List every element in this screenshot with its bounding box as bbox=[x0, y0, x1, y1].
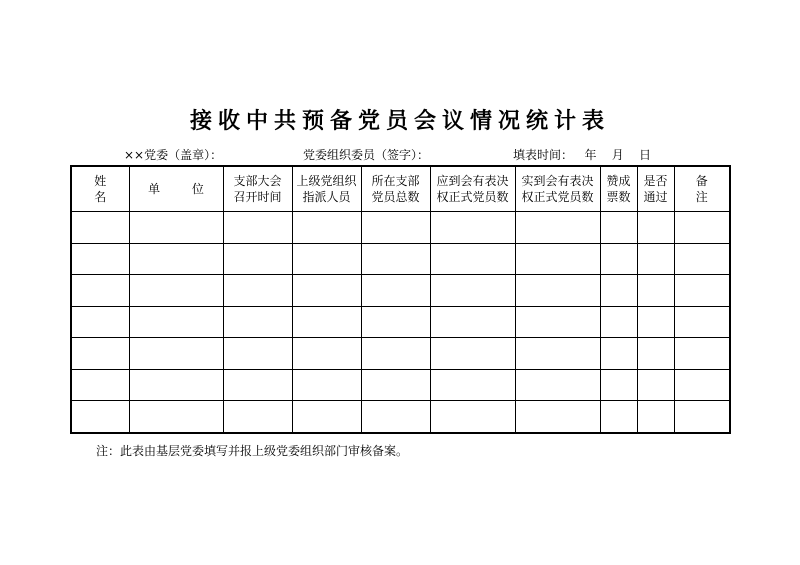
col-appointed-staff bbox=[292, 166, 361, 212]
table-cell[interactable] bbox=[361, 369, 430, 401]
col-passed-label: 是否 通过 bbox=[643, 174, 668, 204]
table-cell[interactable] bbox=[430, 401, 515, 433]
form-title: 接收中共预备党员会议情况统计表 bbox=[189, 109, 610, 134]
col-total-members bbox=[361, 166, 430, 212]
col-votes-for-label: 赞成 票数 bbox=[606, 174, 631, 204]
table-cell[interactable] bbox=[515, 338, 600, 370]
col-actual-voters bbox=[515, 166, 600, 212]
table-row bbox=[71, 275, 730, 307]
table-cell[interactable] bbox=[292, 212, 361, 244]
table-cell[interactable] bbox=[223, 275, 292, 307]
table-cell[interactable] bbox=[674, 306, 730, 338]
table-cell[interactable] bbox=[223, 212, 292, 244]
col-votes-for bbox=[600, 166, 637, 212]
col-expected-voters bbox=[430, 166, 515, 212]
table-row bbox=[71, 306, 730, 338]
table-cell[interactable] bbox=[674, 401, 730, 433]
table-cell[interactable] bbox=[361, 275, 430, 307]
table-cell[interactable] bbox=[515, 401, 600, 433]
table-cell[interactable] bbox=[71, 212, 129, 244]
table-cell[interactable] bbox=[430, 369, 515, 401]
table-cell[interactable] bbox=[292, 243, 361, 275]
table-cell[interactable] bbox=[637, 306, 674, 338]
table-cell[interactable] bbox=[292, 306, 361, 338]
table-cell[interactable] bbox=[430, 306, 515, 338]
table-cell[interactable] bbox=[637, 369, 674, 401]
table-body bbox=[71, 212, 730, 433]
party-committee-seal-label: ××党委（盖章）： bbox=[124, 148, 223, 162]
col-meeting-time bbox=[223, 166, 292, 212]
table-cell[interactable] bbox=[71, 338, 129, 370]
table-cell[interactable] bbox=[71, 401, 129, 433]
col-unit: 单 位 bbox=[129, 166, 223, 212]
table-row bbox=[71, 401, 730, 433]
table-row bbox=[71, 369, 730, 401]
table-cell[interactable] bbox=[430, 212, 515, 244]
table-row bbox=[71, 212, 730, 244]
table-cell[interactable] bbox=[129, 369, 223, 401]
table-row bbox=[71, 243, 730, 275]
org-member-signature-label: 党委组织委员（签字）： bbox=[303, 148, 430, 162]
col-remarks: 备 注 bbox=[674, 166, 730, 212]
table-cell[interactable] bbox=[71, 369, 129, 401]
footnote: 注：此表由基层党委填写并报上级党委组织部门审核备案。 bbox=[96, 444, 409, 458]
table-cell[interactable] bbox=[223, 401, 292, 433]
table-cell[interactable] bbox=[637, 275, 674, 307]
col-actual-voters-label: 实到会有表决 权正式党员数 bbox=[521, 174, 594, 204]
table-cell[interactable] bbox=[430, 243, 515, 275]
table-cell[interactable] bbox=[129, 212, 223, 244]
table-cell[interactable] bbox=[71, 275, 129, 307]
table-cell[interactable] bbox=[600, 401, 637, 433]
table-cell[interactable] bbox=[637, 401, 674, 433]
table-cell[interactable] bbox=[129, 401, 223, 433]
table-cell[interactable] bbox=[637, 212, 674, 244]
table-cell[interactable] bbox=[515, 275, 600, 307]
table-cell[interactable] bbox=[515, 243, 600, 275]
table-cell[interactable] bbox=[674, 275, 730, 307]
table-cell[interactable] bbox=[515, 212, 600, 244]
table-cell[interactable] bbox=[361, 243, 430, 275]
table-cell[interactable] bbox=[600, 369, 637, 401]
table-cell[interactable] bbox=[674, 369, 730, 401]
table-cell[interactable] bbox=[71, 243, 129, 275]
table-cell[interactable] bbox=[361, 401, 430, 433]
header-row bbox=[71, 166, 730, 212]
table-cell[interactable] bbox=[515, 306, 600, 338]
fill-time-label: 填表时间： 年 月 日 bbox=[513, 148, 651, 162]
table-cell[interactable] bbox=[129, 338, 223, 370]
table-cell[interactable] bbox=[674, 338, 730, 370]
col-expected-voters-label: 应到会有表决 权正式党员数 bbox=[436, 174, 509, 204]
table-cell[interactable] bbox=[600, 306, 637, 338]
table-cell[interactable] bbox=[600, 243, 637, 275]
table-cell[interactable] bbox=[637, 243, 674, 275]
table-cell[interactable] bbox=[223, 243, 292, 275]
table-cell[interactable] bbox=[600, 338, 637, 370]
col-total-members-label: 所在支部 党员总数 bbox=[371, 174, 420, 204]
table-cell[interactable] bbox=[292, 401, 361, 433]
table-cell[interactable] bbox=[430, 275, 515, 307]
table-cell[interactable] bbox=[292, 369, 361, 401]
table-cell[interactable] bbox=[129, 306, 223, 338]
statistics-table bbox=[70, 165, 731, 434]
table-cell[interactable] bbox=[292, 275, 361, 307]
col-passed bbox=[637, 166, 674, 212]
table-cell[interactable] bbox=[361, 306, 430, 338]
table-cell[interactable] bbox=[223, 338, 292, 370]
table-cell[interactable] bbox=[129, 275, 223, 307]
col-name: 姓 名 bbox=[71, 166, 129, 212]
table-row bbox=[71, 338, 730, 370]
table-cell[interactable] bbox=[430, 338, 515, 370]
table-cell[interactable] bbox=[361, 338, 430, 370]
table-cell[interactable] bbox=[515, 369, 600, 401]
col-meeting-time-label: 支部大会 召开时间 bbox=[233, 174, 282, 204]
table-cell[interactable] bbox=[674, 243, 730, 275]
table-cell[interactable] bbox=[129, 243, 223, 275]
table-cell[interactable] bbox=[292, 338, 361, 370]
table-cell[interactable] bbox=[223, 369, 292, 401]
table-cell[interactable] bbox=[637, 338, 674, 370]
table-cell[interactable] bbox=[600, 275, 637, 307]
col-appointed-staff-label: 上级党组织 指派人员 bbox=[296, 174, 357, 204]
table-cell[interactable] bbox=[223, 306, 292, 338]
table-cell[interactable] bbox=[600, 212, 637, 244]
table-cell[interactable] bbox=[674, 212, 730, 244]
table-cell[interactable] bbox=[71, 306, 129, 338]
table-cell[interactable] bbox=[361, 212, 430, 244]
